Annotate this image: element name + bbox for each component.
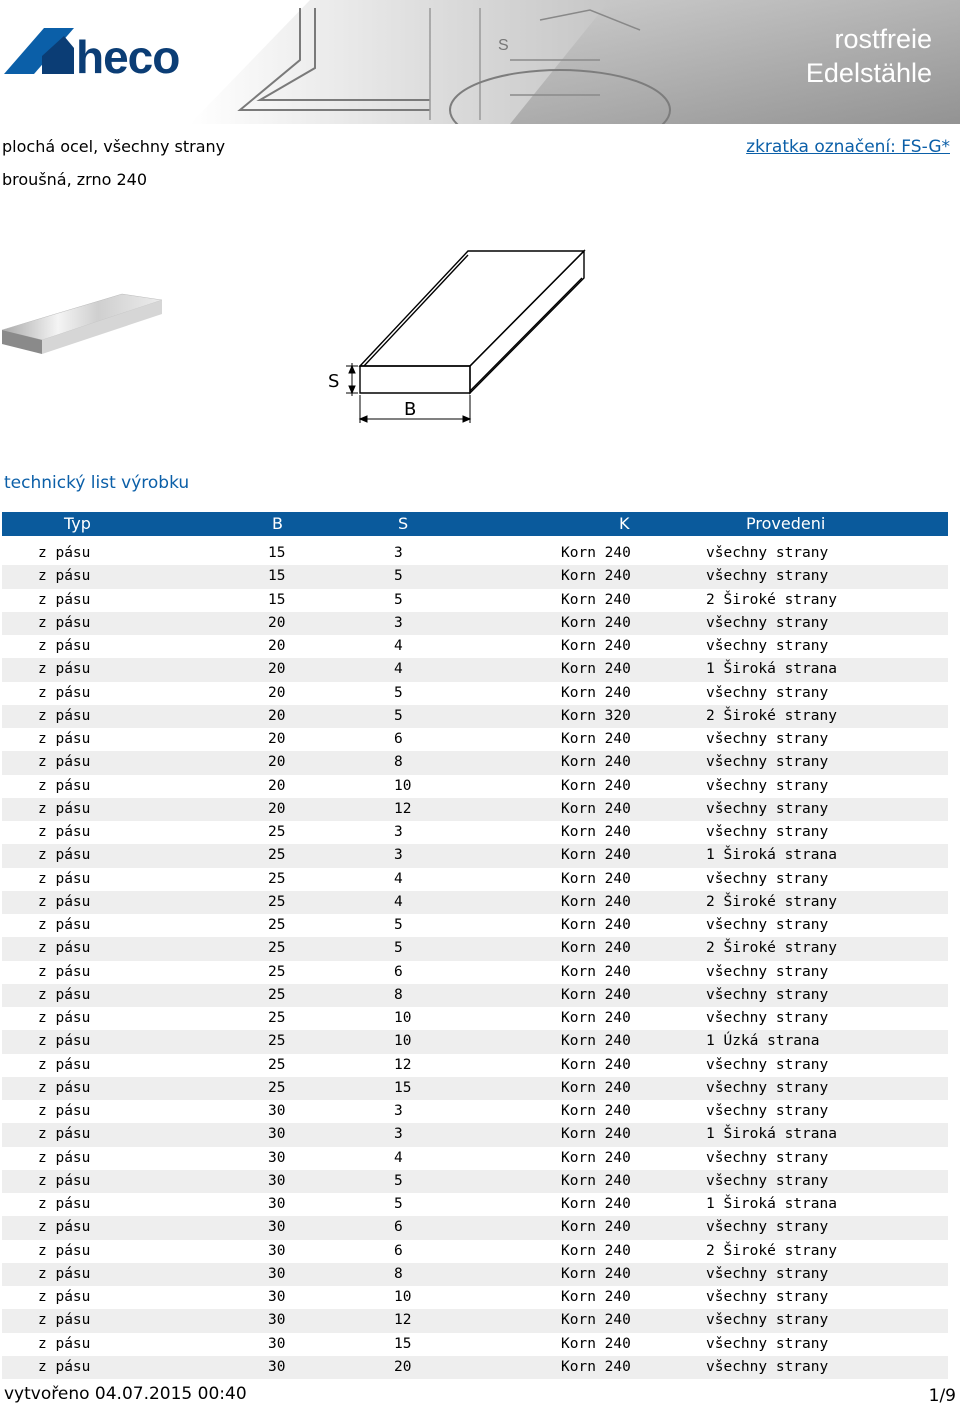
column-header-typ: Typ — [64, 514, 91, 533]
cell-k: Korn 240 — [561, 1149, 631, 1166]
cell-typ: z pásu — [38, 1219, 91, 1236]
table-row — [2, 589, 948, 612]
column-header-k: K — [619, 514, 630, 533]
cell-s: 3 — [394, 1126, 403, 1143]
cell-typ: z pásu — [38, 591, 91, 608]
table-row — [2, 635, 948, 658]
table-row — [2, 1170, 948, 1193]
product-table — [2, 512, 948, 1375]
cell-provedeni: všechny strany — [706, 1172, 829, 1189]
cell-b: 20 — [268, 754, 286, 771]
table-row — [2, 1030, 948, 1053]
cell-provedeni: všechny strany — [706, 800, 829, 817]
cell-k: Korn 240 — [561, 661, 631, 678]
cell-b: 30 — [268, 1196, 286, 1212]
cell-provedeni: všechny strany — [706, 684, 829, 701]
cell-typ: z pásu — [38, 1149, 91, 1166]
cell-provedeni: 1 Úzká strana — [706, 1033, 820, 1050]
table-row — [2, 914, 948, 937]
cell-b: 25 — [268, 870, 286, 887]
cell-b: 30 — [268, 1149, 286, 1166]
cell-k: Korn 240 — [561, 754, 631, 771]
cell-provedeni: všechny strany — [706, 1358, 829, 1375]
page-number: 1/9 — [928, 1386, 956, 1406]
column-header-s: S — [398, 514, 409, 533]
cell-s: 5 — [394, 917, 403, 933]
cell-k: Korn 240 — [561, 1242, 631, 1259]
cell-provedeni: 2 Široké strany — [706, 893, 837, 910]
cell-k: Korn 240 — [561, 1056, 631, 1073]
column-header-b: B — [272, 514, 283, 533]
cell-provedeni: všechny strany — [706, 731, 829, 747]
cell-k: Korn 240 — [561, 870, 631, 887]
cell-typ: z pásu — [38, 777, 91, 794]
cell-k: Korn 240 — [561, 591, 631, 608]
cell-k: Korn 240 — [561, 1103, 631, 1119]
table-row — [2, 798, 948, 821]
cell-k: Korn 240 — [561, 1010, 631, 1026]
header-banner — [0, 0, 960, 124]
cell-b: 30 — [268, 1172, 286, 1189]
cell-provedeni: všechny strany — [706, 754, 829, 771]
table-row — [2, 542, 948, 565]
cell-k: Korn 240 — [561, 800, 631, 817]
cell-b: 20 — [268, 777, 286, 794]
cell-typ: z pásu — [38, 1172, 91, 1189]
table-header — [2, 512, 948, 536]
cell-typ: z pásu — [38, 1312, 91, 1329]
cell-k: Korn 240 — [561, 777, 631, 794]
cell-provedeni: všechny strany — [706, 1103, 829, 1119]
banner-tagline — [806, 22, 932, 90]
cell-s: 5 — [394, 1196, 403, 1212]
table-row — [2, 821, 948, 844]
designation-code-link[interactable]: zkratka označení: FS-G* — [746, 137, 950, 157]
cell-b: 25 — [268, 940, 286, 957]
cell-s: 4 — [394, 870, 403, 887]
tagline-line2: Edelstähle — [805, 58, 932, 88]
cell-s: 12 — [394, 1056, 412, 1073]
cell-k: Korn 240 — [561, 963, 631, 980]
cell-s: 10 — [394, 1289, 412, 1305]
cell-b: 30 — [268, 1289, 286, 1305]
product-subtitle: broušná, zrno 240 — [2, 170, 148, 189]
table-row — [2, 891, 948, 914]
table-row — [2, 682, 948, 705]
table-row — [2, 658, 948, 681]
table-row — [2, 612, 948, 635]
cell-k: Korn 240 — [561, 614, 631, 631]
cell-provedeni: 2 Široké strany — [706, 591, 837, 608]
cell-b: 20 — [268, 707, 286, 724]
cell-s: 5 — [394, 1172, 403, 1189]
cell-s: 3 — [394, 847, 403, 864]
product-title: plochá ocel, všechny strany — [2, 137, 226, 156]
cell-s: 12 — [394, 800, 412, 817]
cell-provedeni: všechny strany — [706, 824, 829, 840]
dimension-label-b: B — [404, 399, 417, 420]
cell-s: 5 — [394, 940, 403, 957]
cell-k: Korn 240 — [561, 940, 631, 957]
cell-provedeni: všechny strany — [706, 545, 829, 561]
cell-k: Korn 240 — [561, 1289, 631, 1305]
dimension-label-s: S — [328, 371, 340, 392]
cell-b: 25 — [268, 847, 286, 864]
cell-b: 30 — [268, 1103, 286, 1119]
table-row — [2, 1286, 948, 1309]
cell-typ: z pásu — [38, 1358, 91, 1375]
cell-typ: z pásu — [38, 1033, 91, 1050]
cell-typ: z pásu — [38, 917, 91, 933]
cell-b: 15 — [268, 591, 286, 608]
cell-k: Korn 240 — [561, 1335, 631, 1352]
cell-s: 8 — [394, 1265, 403, 1282]
cell-provedeni: všechny strany — [706, 568, 829, 585]
cell-k: Korn 240 — [561, 824, 631, 840]
cell-typ: z pásu — [38, 707, 91, 724]
table-row — [2, 961, 948, 984]
cell-s: 4 — [394, 638, 403, 654]
tagline-line1: rostfreie — [834, 24, 932, 54]
table-row — [2, 1007, 948, 1030]
cell-s: 10 — [394, 1010, 412, 1026]
cell-provedeni: 1 Široká strana — [706, 1196, 837, 1212]
cell-b: 25 — [268, 917, 286, 933]
cell-b: 30 — [268, 1219, 286, 1236]
cell-typ: z pásu — [38, 1335, 91, 1352]
table-row — [2, 1077, 948, 1100]
cell-b: 30 — [268, 1312, 286, 1329]
cell-provedeni: všechny strany — [706, 638, 829, 654]
cell-provedeni: všechny strany — [706, 1149, 829, 1166]
cell-s: 3 — [394, 614, 403, 631]
cell-typ: z pásu — [38, 800, 91, 817]
cell-b: 25 — [268, 1079, 286, 1096]
cell-typ: z pásu — [38, 963, 91, 980]
table-row — [2, 1100, 948, 1123]
cell-typ: z pásu — [38, 1103, 91, 1119]
table-row — [2, 1054, 948, 1077]
cell-typ: z pásu — [38, 940, 91, 957]
column-header-provedeni: Provedeni — [746, 514, 826, 533]
cell-s: 6 — [394, 1219, 403, 1236]
cell-s: 5 — [394, 568, 403, 585]
cell-typ: z pásu — [38, 893, 91, 910]
cell-b: 30 — [268, 1126, 286, 1143]
cell-b: 25 — [268, 824, 286, 840]
cell-typ: z pásu — [38, 614, 91, 631]
cell-s: 8 — [394, 754, 403, 771]
cell-s: 12 — [394, 1312, 412, 1329]
cell-k: Korn 240 — [561, 684, 631, 701]
cell-k: Korn 240 — [561, 545, 631, 561]
cell-provedeni: všechny strany — [706, 614, 829, 631]
cell-typ: z pásu — [38, 731, 91, 747]
table-row — [2, 937, 948, 960]
cell-k: Korn 240 — [561, 847, 631, 864]
table-row — [2, 1123, 948, 1146]
cell-provedeni: všechny strany — [706, 1010, 829, 1026]
cell-typ: z pásu — [38, 545, 91, 561]
cell-s: 3 — [394, 545, 403, 561]
dimension-drawing — [320, 245, 600, 435]
cell-k: Korn 240 — [561, 1312, 631, 1329]
table-row — [2, 984, 948, 1007]
cell-s: 6 — [394, 1242, 403, 1259]
cell-typ: z pásu — [38, 1056, 91, 1073]
banner-letter-s: S — [498, 37, 509, 54]
cell-provedeni: všechny strany — [706, 1056, 829, 1073]
cell-typ: z pásu — [38, 661, 91, 678]
table-row — [2, 1356, 948, 1379]
cell-typ: z pásu — [38, 986, 91, 1003]
cell-b: 30 — [268, 1335, 286, 1352]
cell-provedeni: 2 Široké strany — [706, 1242, 837, 1259]
cell-k: Korn 240 — [561, 893, 631, 910]
cell-provedeni: 1 Široká strana — [706, 661, 837, 678]
cell-b: 20 — [268, 661, 286, 678]
cell-provedeni: všechny strany — [706, 1335, 829, 1352]
cell-typ: z pásu — [38, 1265, 91, 1282]
cell-s: 4 — [394, 1149, 403, 1166]
cell-k: Korn 240 — [561, 1126, 631, 1143]
cell-typ: z pásu — [38, 1126, 91, 1143]
cell-s: 4 — [394, 893, 403, 910]
section-title: technický list výrobku — [4, 473, 190, 493]
cell-typ: z pásu — [38, 870, 91, 887]
cell-provedeni: všechny strany — [706, 917, 829, 933]
cell-b: 25 — [268, 963, 286, 980]
table-row — [2, 868, 948, 891]
cell-b: 25 — [268, 1056, 286, 1073]
table-row — [2, 728, 948, 751]
cell-k: Korn 240 — [561, 568, 631, 585]
table-row — [2, 775, 948, 798]
cell-k: Korn 240 — [561, 731, 631, 747]
cell-typ: z pásu — [38, 1196, 91, 1212]
cell-s: 10 — [394, 777, 412, 794]
cell-typ: z pásu — [38, 1289, 91, 1305]
cell-typ: z pásu — [38, 638, 91, 654]
cell-k: Korn 240 — [561, 638, 631, 654]
cell-b: 25 — [268, 1010, 286, 1026]
cell-b: 25 — [268, 1033, 286, 1050]
cell-k: Korn 240 — [561, 1265, 631, 1282]
cell-s: 3 — [394, 1103, 403, 1119]
cell-s: 6 — [394, 963, 403, 980]
table-row — [2, 1333, 948, 1356]
cell-provedeni: všechny strany — [706, 870, 829, 887]
cell-k: Korn 320 — [561, 707, 631, 724]
cell-typ: z pásu — [38, 684, 91, 701]
cell-provedeni: 2 Široké strany — [706, 940, 837, 957]
cell-k: Korn 240 — [561, 986, 631, 1003]
cell-provedeni: všechny strany — [706, 777, 829, 794]
cell-b: 20 — [268, 614, 286, 631]
cell-s: 4 — [394, 661, 403, 678]
cell-k: Korn 240 — [561, 917, 631, 933]
cell-s: 3 — [394, 824, 403, 840]
cell-s: 5 — [394, 707, 403, 724]
cell-provedeni: všechny strany — [706, 1289, 829, 1305]
product-photo — [0, 290, 170, 360]
cell-k: Korn 240 — [561, 1033, 631, 1050]
cell-b: 20 — [268, 638, 286, 654]
cell-k: Korn 240 — [561, 1079, 631, 1096]
cell-b: 15 — [268, 545, 286, 561]
cell-s: 6 — [394, 731, 403, 747]
table-row — [2, 844, 948, 867]
cell-provedeni: všechny strany — [706, 1312, 829, 1329]
cell-s: 5 — [394, 684, 403, 701]
cell-b: 25 — [268, 893, 286, 910]
table-row — [2, 1263, 948, 1286]
cell-b: 15 — [268, 568, 286, 585]
cell-k: Korn 240 — [561, 1358, 631, 1375]
cell-provedeni: všechny strany — [706, 986, 829, 1003]
cell-b: 30 — [268, 1265, 286, 1282]
cell-s: 8 — [394, 986, 403, 1003]
cell-s: 15 — [394, 1079, 412, 1096]
table-body — [2, 542, 948, 1379]
cell-typ: z pásu — [38, 1242, 91, 1259]
cell-s: 15 — [394, 1335, 412, 1352]
table-row — [2, 1216, 948, 1239]
cell-s: 5 — [394, 591, 403, 608]
cell-provedeni: všechny strany — [706, 1079, 829, 1096]
cell-b: 30 — [268, 1358, 286, 1375]
cell-typ: z pásu — [38, 1010, 91, 1026]
cell-s: 20 — [394, 1358, 412, 1375]
cell-typ: z pásu — [38, 847, 91, 864]
cell-b: 20 — [268, 731, 286, 747]
table-row — [2, 1147, 948, 1170]
cell-typ: z pásu — [38, 1079, 91, 1096]
cell-typ: z pásu — [38, 824, 91, 840]
cell-k: Korn 240 — [561, 1172, 631, 1189]
cell-b: 30 — [268, 1242, 286, 1259]
cell-typ: z pásu — [38, 568, 91, 585]
cell-typ: z pásu — [38, 754, 91, 771]
cell-provedeni: 1 Široká strana — [706, 847, 837, 864]
cell-provedeni: všechny strany — [706, 1265, 829, 1282]
cell-b: 20 — [268, 684, 286, 701]
table-row — [2, 705, 948, 728]
table-row — [2, 1309, 948, 1332]
table-row — [2, 565, 948, 588]
cell-provedeni: všechny strany — [706, 963, 829, 980]
table-row — [2, 751, 948, 774]
cell-b: 25 — [268, 986, 286, 1003]
cell-provedeni: 2 Široké strany — [706, 707, 837, 724]
cell-k: Korn 240 — [561, 1219, 631, 1236]
brand-name: heco — [76, 31, 180, 83]
created-date: vytvořeno 04.07.2015 00:40 — [4, 1384, 247, 1404]
cell-provedeni: všechny strany — [706, 1219, 829, 1236]
table-row — [2, 1193, 948, 1216]
cell-b: 20 — [268, 800, 286, 817]
table-row — [2, 1240, 948, 1263]
cell-s: 10 — [394, 1033, 412, 1050]
cell-k: Korn 240 — [561, 1196, 631, 1212]
cell-provedeni: 1 Široká strana — [706, 1126, 837, 1143]
